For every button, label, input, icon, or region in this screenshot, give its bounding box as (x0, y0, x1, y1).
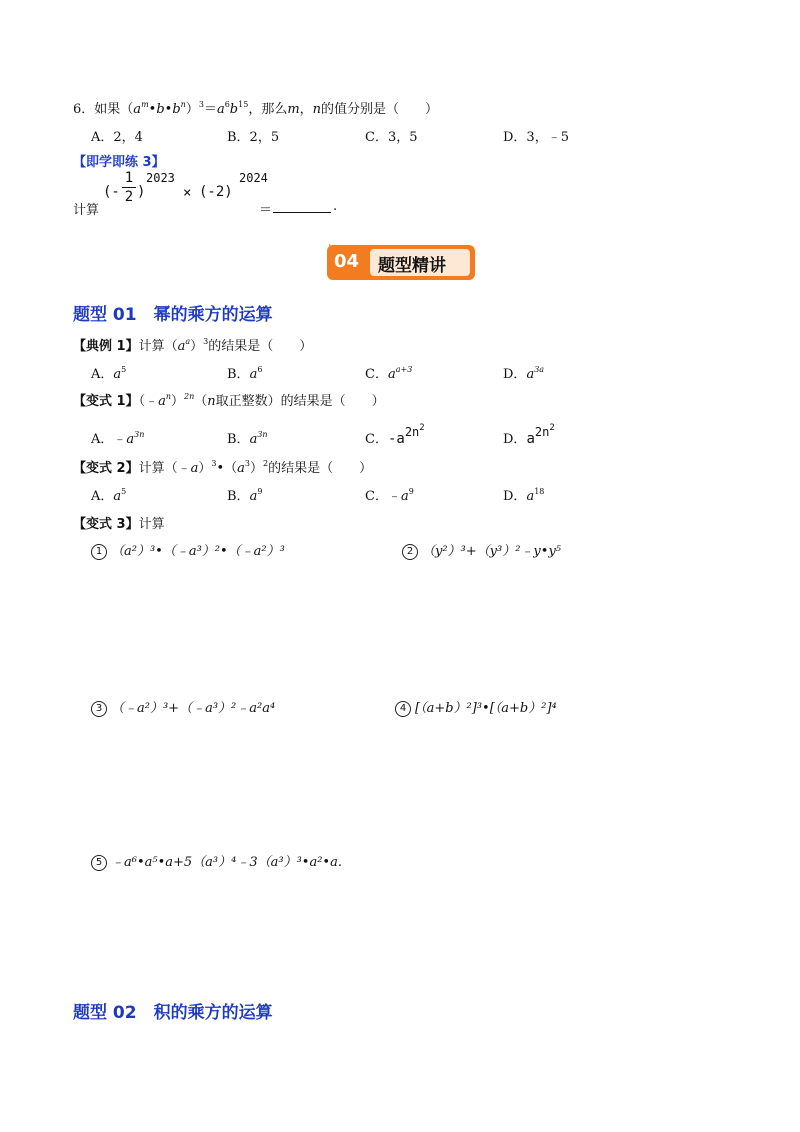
example-1: 【典例 1】计算$(a^a)^3$的结果是（ ） (73, 337, 313, 354)
question-6: 6．如果$(a^m•b•b^n)^3=a^6b^{15}$，那么m，n的值分别是（ ） (73, 100, 439, 117)
var1-option-c[interactable]: C．$-a2n^2$ (365, 423, 425, 447)
badge-text: 题型精讲 (378, 256, 446, 276)
circle-number-2: 2 (402, 544, 418, 560)
variant-1: 【变式 1】$(﹣a^n)^{2n}(n$取正整数）的结果是（ ） (73, 392, 385, 409)
section-badge (326, 244, 476, 280)
var3-item-5: 5 ﹣a⁶•a⁵•a+5（a³）⁴﹣3（a³）³•a²•a. (91, 851, 342, 871)
var3-item-2: 2 （y²）³+（y³）²﹣y•y⁵ (402, 540, 561, 560)
ex1-option-a[interactable]: A．$a^5$ (91, 365, 127, 382)
var1-option-b[interactable]: B．$a^{3n}$ (227, 430, 268, 447)
answer-blank[interactable] (273, 200, 331, 213)
var3-item-3: 3 （﹣a²）³+（﹣a³）²﹣a²a⁴ (91, 697, 275, 717)
var1-option-a[interactable]: A．$﹣a^{3n}$ (91, 430, 145, 447)
variant-3: 【变式 3】计算 (73, 517, 165, 532)
q6-option-d[interactable]: D．3，﹣5 (503, 130, 569, 145)
circle-number-1: 1 (91, 544, 107, 560)
ex1-option-b[interactable]: B．$a^6$ (227, 365, 263, 382)
var2-option-d[interactable]: D．$a^{18}$ (503, 487, 545, 504)
circle-number-4: 4 (395, 701, 411, 717)
ex1-option-c[interactable]: C．$a^{a+3}$ (365, 365, 413, 382)
var1-option-d[interactable]: D．$a2n^2$ (503, 423, 555, 447)
type-01-title: 题型 01 幂的乘方的运算 (73, 305, 273, 325)
var3-item-4: 4 [（a+b）²]³•[（a+b）²]⁴ (395, 697, 557, 717)
ex1-option-d[interactable]: D．$a^{3a}$ (503, 365, 545, 382)
practice-3-prefix: 计算 (73, 203, 100, 218)
var2-option-c[interactable]: C．$﹣a^9$ (365, 487, 414, 504)
q6-option-b[interactable]: B．2，5 (227, 130, 280, 145)
practice-3-label: 【即学即练 3】 (73, 155, 165, 170)
var3-item-1: 1 （a²）³•（﹣a³）²•（﹣a²）³ (91, 540, 285, 560)
badge-number: 04 (334, 251, 360, 272)
var2-option-a[interactable]: A．$a^5$ (91, 487, 127, 504)
type-02-title: 题型 02 积的乘方的运算 (73, 1003, 273, 1023)
q6-option-a[interactable]: A．2，4 (91, 130, 143, 145)
variant-2: 【变式 2】计算$(﹣a)^3•(a^3)^2$的结果是（ ） (73, 459, 373, 476)
q6-option-c[interactable]: C．3，5 (365, 130, 418, 145)
circle-number-3: 3 (91, 701, 107, 717)
var2-option-b[interactable]: B．$a^9$ (227, 487, 263, 504)
circle-number-5: 5 (91, 855, 107, 871)
